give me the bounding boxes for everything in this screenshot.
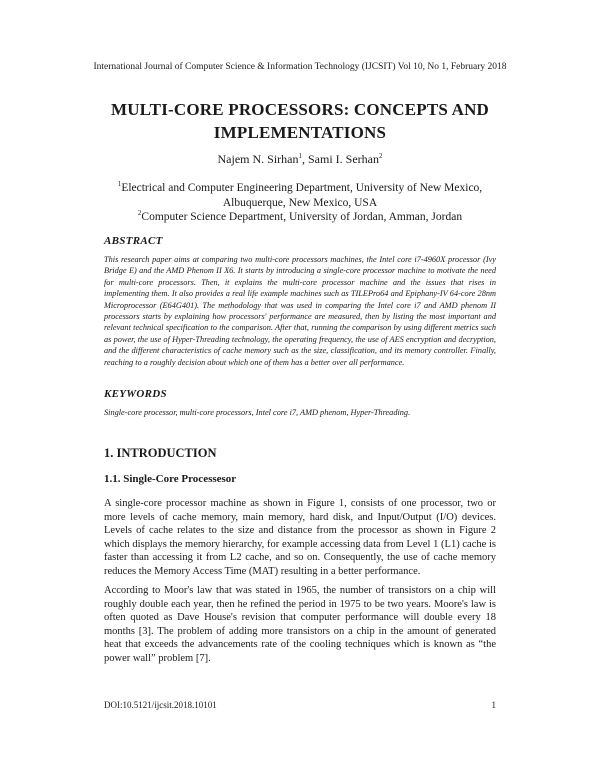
affiliation-1-line-2: Albuquerque, New Mexico, USA [222,196,378,209]
author-2-sup: 2 [378,152,383,160]
author-separator: , [301,152,308,166]
affiliation-1-line-1: $^1$Electrical and Computer Engineering Department, University of New Mexico, [117,180,483,194]
affiliation-1-sup: 1 [117,180,122,189]
keywords-heading: KEYWORDS [104,388,167,400]
author-1: Najem N. Sirhan [217,152,299,166]
author-1-sup: 1 [298,152,302,160]
authors [0,152,600,167]
journal-header: International Journal of Computer Science & Information Technology (IJCSIT) Vol 10, No 1, February 2018 [93,62,507,72]
keywords-text: Single-core processor, multi-core processors, Intel core i7, AMD phenom, Hyper-Threading. [104,408,411,417]
section-1-heading: 1. INTRODUCTION [104,446,217,460]
paragraph-1: A single-core processor machine as shown in Figure 1, consists of one processor, two or more levels of cache memory, main memory, hard disk, and Input/Output (I/O) devices. Levels of cache relates to the size and distance from the processor as shown in Figure 2 which displays the memory hierarchy, for example accessing data from Level 1 (L1) cache is faster than accessing it from L2 cache, and so on. Consequently, the use of cache memory reduces the Memory Access Time (MAT) resulting in a better performance. [104,498,496,577]
title-line-1: MULTI-CORE PROCESSORS: CONCEPTS AND [110,100,490,119]
footer-doi: DOI:10.5121/ijcsit.2018.10101 [104,700,217,710]
abstract-heading: ABSTRACT [104,235,163,247]
paragraph-2: According to Moor's law that was stated in 1965, the number of transistors on a chip will roughly double each year, then he refined the period in 1975 to be two years. Moore's law is often quoted as Dave House's revision that computer performance will double every 18 months [3]. The problem of adding more transistors on a chip in the amount of generated heat that exceeds the advancements rate of the cooling techniques which is known as “the power wall” problem [7]. [104,585,496,664]
page-number: 1 [491,700,496,710]
paper-title [60,98,540,144]
affiliation-2-sup: 2 [137,209,142,218]
abstract-text: This research paper aims at comparing two multi-core processors machines, the Intel core i7-4960X processor (Ivy Bridge E) and the AMD Phenom II X6. It starts by introducing a single-core processor machine to motivate the need for multi-core processors. Then, it explains the multi-core processor machine and the issues that rises in implementing them. It also provides a real life example machines such as TILEPro64 and Epiphany-IV 64-core 28nm Microprocessor (E64G401). The methodology that was used in comparing the Intel core i7 and AMD phenom II processors starts by explaining how processors' performance are measured, then by listing the most important and relevant technical specification to the comparison. After that, running the comparison by using different metrics such as power, the use of Hyper-Threading technology, the operating frequency, the use of AES encryption and decryption, and the different characteristics of cache memory such as the size, classification, and its memory controller. Finally, reaching to a roughly decision about which one of them has a better over all performance. [104,255,496,367]
title-line-2: IMPLEMENTATIONS [213,123,387,142]
subsection-1-1-heading: 1.1. Single-Core Processesor [104,473,237,485]
affiliation-2: $^2$Computer Science Department, University of Jordan, Amman, Jordan [137,209,463,223]
author-2: Sami I. Serhan [307,152,379,166]
affiliations [0,181,600,225]
